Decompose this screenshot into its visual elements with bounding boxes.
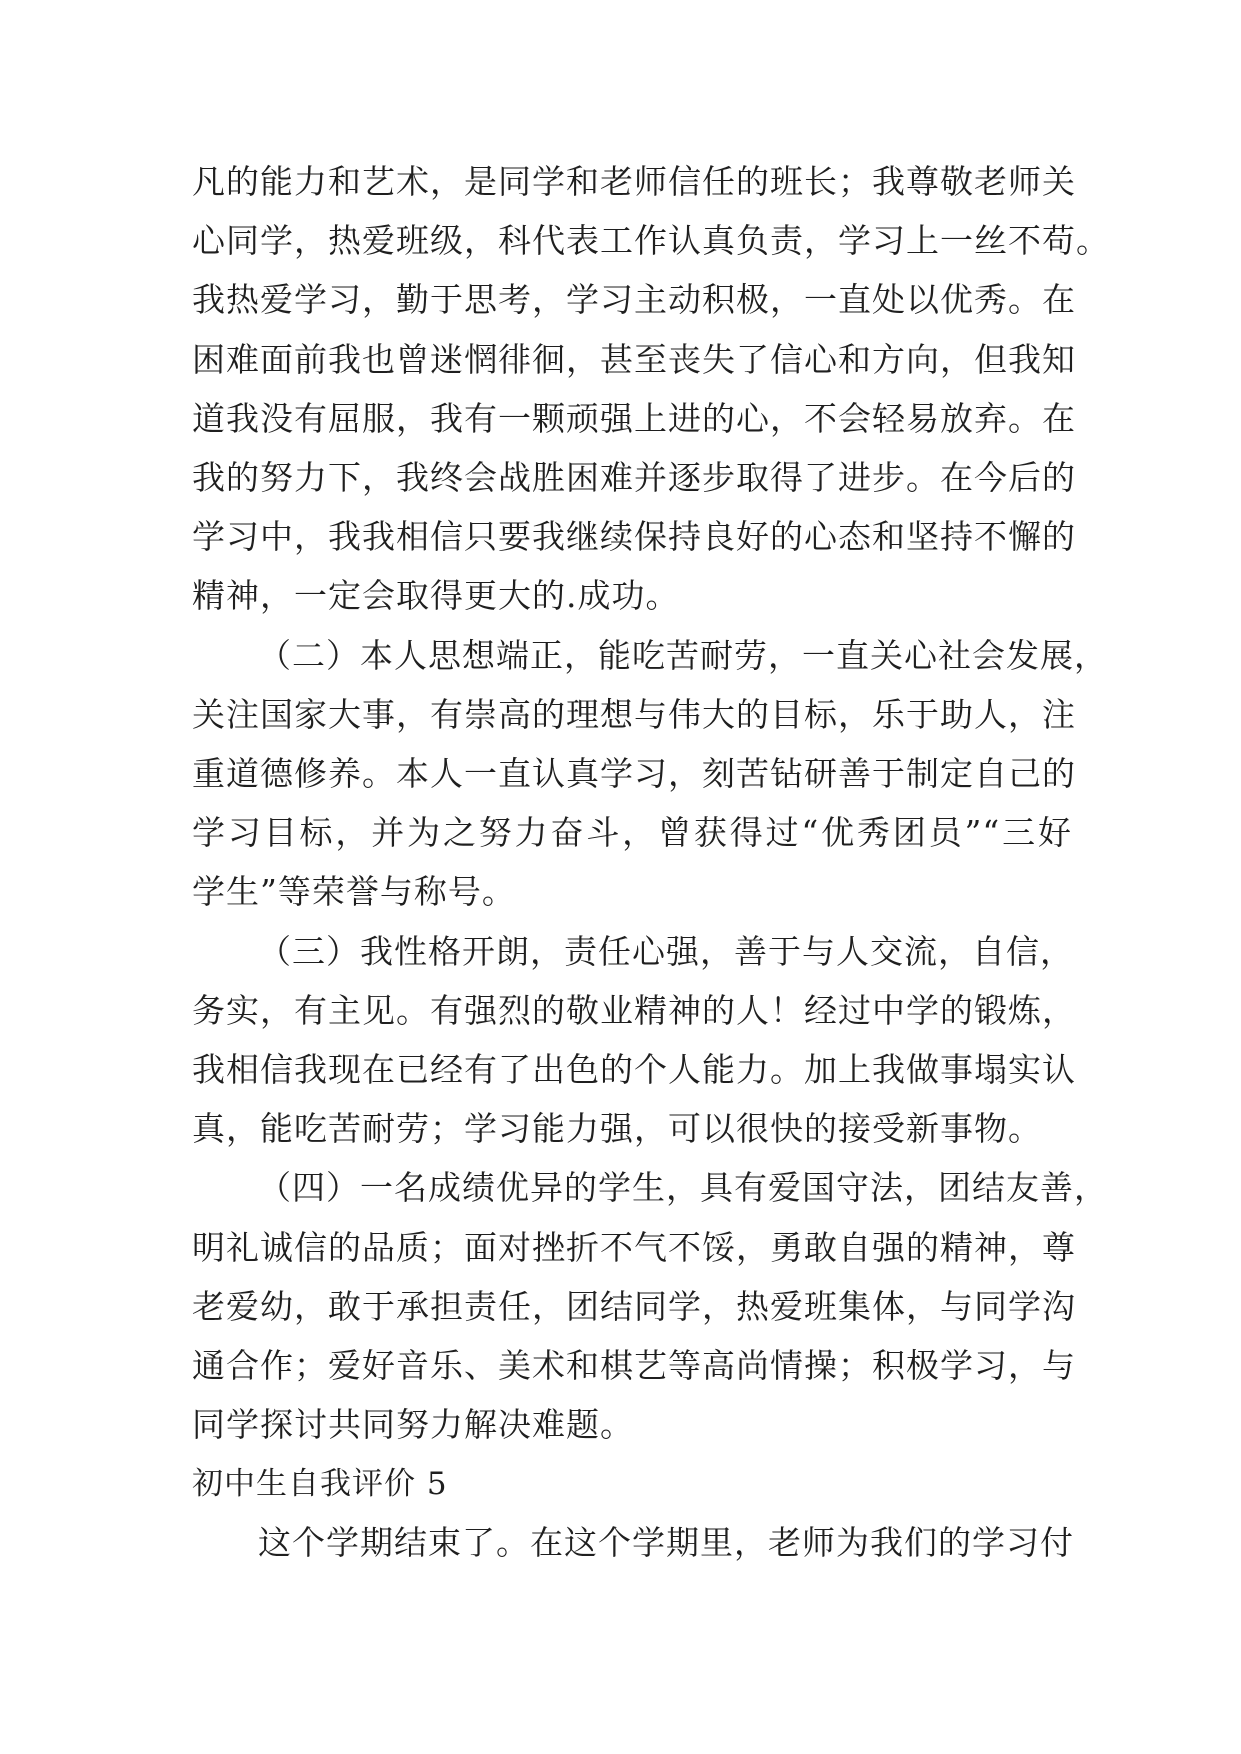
- paragraph-line: 凡的能力和艺术，是同学和老师信任的班长；我尊敬老师关: [192, 162, 1076, 201]
- paragraph-line: 通合作；爱好音乐、美术和棋艺等高尚情操；积极学习，与: [192, 1346, 1076, 1385]
- paragraph-line: 关注国家大事，有崇高的理想与伟大的目标，乐于助人，注: [192, 695, 1076, 734]
- paragraph-line: 这个学期结束了。在这个学期里，老师为我们的学习付: [258, 1523, 1074, 1562]
- paragraph-line: 精神，一定会取得更大的.成功。: [192, 576, 680, 615]
- paragraph-line: 真，能吃苦耐劳；学习能力强，可以很快的接受新事物。: [192, 1109, 1042, 1148]
- section-heading: 初中生自我评价 5: [192, 1466, 448, 1502]
- paragraph-line: 困难面前我也曾迷惘徘徊，甚至丧失了信心和方向，但我知: [192, 340, 1076, 379]
- paragraph-line: 学习目标，并为之努力奋斗，曾获得过“优秀团员”“三好: [192, 813, 1072, 852]
- paragraph-line: 心同学，热爱班级，科代表工作认真负责，学习上一丝不苟。: [192, 221, 1110, 260]
- paragraph-line: 老爱幼，敢于承担责任，团结同学，热爱班集体，与同学沟: [192, 1287, 1076, 1326]
- paragraph-line: 学习中，我我相信只要我继续保持良好的心态和坚持不懈的: [192, 517, 1076, 556]
- paragraph-line: （二）本人思想端正，能吃苦耐劳，一直关心社会发展，: [258, 636, 1108, 675]
- paragraph-line: 我相信我现在已经有了出色的个人能力。加上我做事塌实认: [192, 1050, 1076, 1089]
- paragraph-line: 道我没有屈服，我有一颗顽强上进的心，不会轻易放弃。在: [192, 399, 1076, 438]
- paragraph-line: 明礼诚信的品质；面对挫折不气不馁，勇敢自强的精神，尊: [192, 1228, 1076, 1267]
- paragraph-line: 重道德修养。本人一直认真学习，刻苦钻研善于制定自己的: [192, 754, 1076, 793]
- paragraph-line: 我热爱学习，勤于思考，学习主动积极，一直处以优秀。在: [192, 280, 1076, 319]
- paragraph-line: 同学探讨共同努力解决难题。: [192, 1405, 634, 1444]
- paragraph-line: （三）我性格开朗，责任心强，善于与人交流，自信，: [258, 932, 1074, 971]
- paragraph-line: 务实，有主见。有强烈的敬业精神的人！经过中学的锻炼，: [192, 991, 1076, 1030]
- paragraph-line: 我的努力下，我终会战胜困难并逐步取得了进步。在今后的: [192, 458, 1076, 497]
- paragraph-line: 学生”等荣誉与称号。: [192, 872, 516, 911]
- paragraph-line: （四）一名成绩优异的学生，具有爱国守法，团结友善，: [258, 1168, 1108, 1207]
